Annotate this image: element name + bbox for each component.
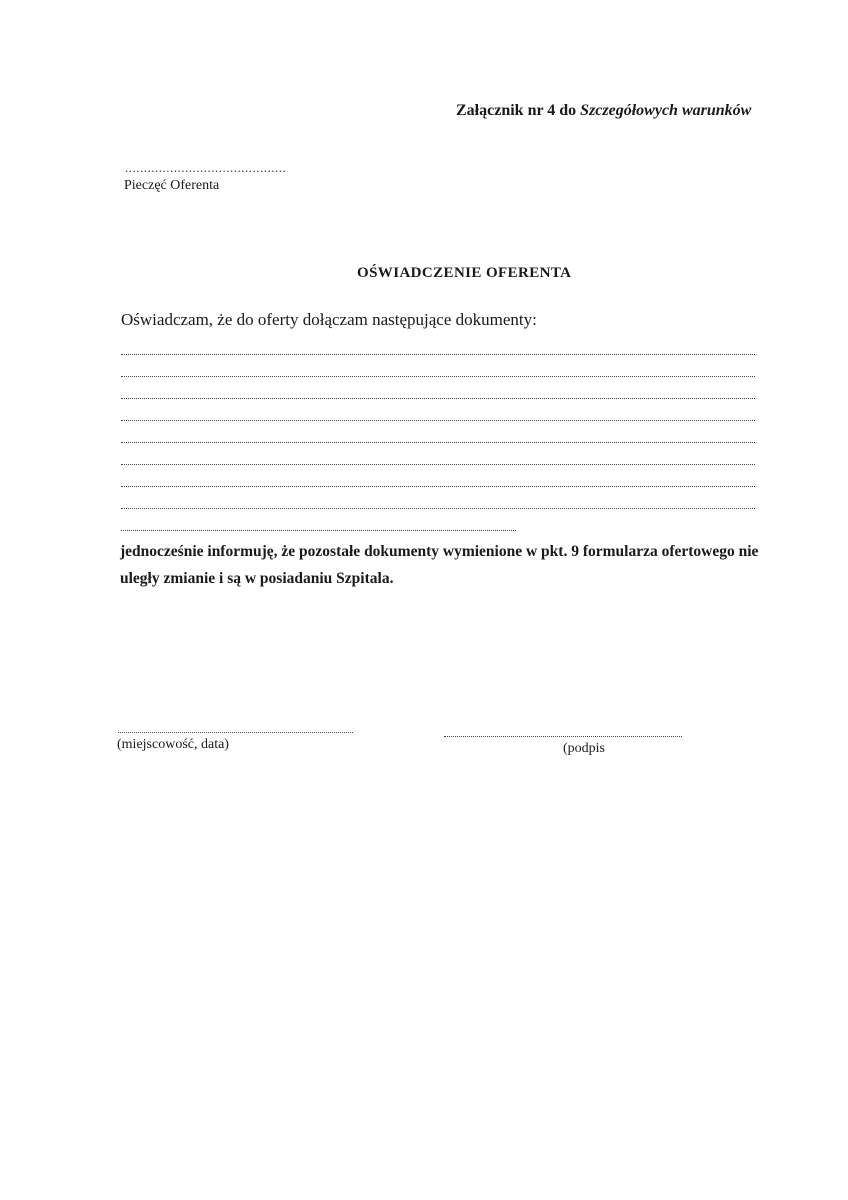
document-entry-line [121, 516, 516, 531]
document-entry-line [121, 472, 755, 487]
place-date-dotted-line [118, 722, 353, 733]
annex-reference [456, 102, 751, 120]
document-entry-line [121, 406, 755, 421]
document-entry-line [121, 428, 755, 443]
document-entry-line [121, 384, 755, 399]
intro-statement: Oświadczam, że do oferty dołączam następujące dokumenty: [121, 310, 537, 329]
stamp-dotted-line: ........................................... [125, 160, 287, 175]
document-entry-line [121, 494, 755, 509]
document-title: OŚWIADCZENIE OFERENTA [357, 265, 572, 281]
annex-prefix: Załącznik nr 4 do [456, 102, 581, 119]
stamp-label: Pieczęć Oferenta [124, 178, 220, 193]
place-date-label: (miejscowość, data) [117, 737, 229, 752]
document-entry-line [121, 340, 755, 355]
document-entry-line [121, 362, 755, 377]
annex-italic: Szczegółowych warunków [580, 102, 752, 119]
info-statement: jednocześnie informuję, że pozostałe dokumenty wymienione w pkt. 9 formularza ofertowego nie uległy zmianie i są w posiadaniu Szpitala. [120, 543, 759, 587]
signature-dotted-line [444, 726, 682, 737]
signature-label: (podpis [563, 741, 605, 756]
document-entry-line [121, 450, 755, 465]
